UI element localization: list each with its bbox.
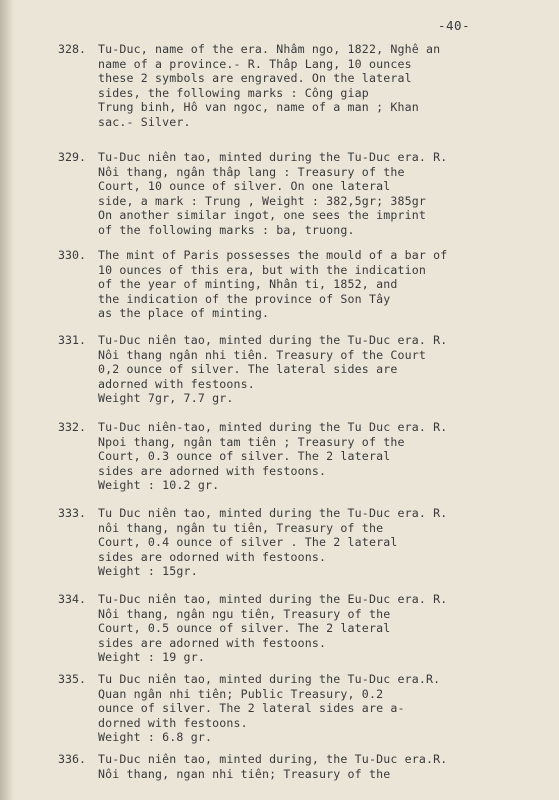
entry-line: sides are odorned with festoons. [98, 549, 327, 564]
entry-line: the indication of the province of Son Tây [98, 291, 391, 306]
entry-line: name of a province.- R. Thâp Lang, 10 ounces [98, 56, 412, 71]
entry-line: Tu-Duc niên tao, minted during, the Tu-Duc era.R. [98, 752, 448, 766]
entry-line: nôi thang, ngân tu tiên, Treasury of the [98, 520, 384, 535]
entry-number: 333. [58, 506, 86, 520]
entry-line: Trung binh, Hô van ngoc, name of a man ; Khan [98, 100, 419, 115]
entry-line: Court, 0.4 ounce of silver . The 2 lateral [98, 535, 398, 550]
entry-number: 329. [58, 150, 86, 164]
entry-line: adorned with festoons. [98, 376, 255, 391]
entry-line: Tu-Duc niên tao, minted during the Tu-Duc era. R. [98, 333, 448, 347]
entry-line: Tu Duc niên tao, minted during the Tu-Duc era. R. [98, 506, 448, 520]
entry-number: 334. [58, 592, 86, 606]
entry-line: ounce of silver. The 2 lateral sides are a- [98, 701, 405, 716]
entry-line: sides are adorned with festoons. [98, 463, 327, 478]
entry-line: Tu-Duc niên tao, minted during the Tu-Duc era. R. [98, 150, 448, 164]
entry-line: On another similar ingot, one sees the imprint [98, 208, 426, 223]
entry-line: Weight : 15gr. [98, 564, 198, 579]
entry-line: Nôi thang, ngân ngu tiên, Treasury of the [98, 606, 391, 621]
entry-line: Tu-Duc niên-tao, minted during the Tu Duc era. R. [98, 420, 448, 434]
entry-number: 335. [58, 672, 86, 686]
entry-line: sac.- Silver. [98, 114, 191, 129]
entry-line: of the year of minting, Nhân ti, 1852, and [98, 277, 398, 292]
entry-line: as the place of minting. [98, 306, 270, 321]
entry-line: 0,2 ounce of silver. The lateral sides are [98, 362, 398, 377]
entry-line: Npoi thang, ngân tam tiên ; Treasury of the [98, 434, 405, 449]
entry-line: 10 ounces of this era, but with the indication [98, 262, 426, 277]
entry-line: of the following marks : ba, truong. [98, 222, 355, 237]
entry-line: Tu Duc niên tao, minted during the Tu-Duc era.R. [98, 672, 441, 686]
entry-line: Weight : 6.8 gr. [98, 730, 213, 745]
entry-line: side, a mark : Trung , Weight : 382,5gr; 385gr [98, 193, 426, 208]
entry-line: sides, the following marks : Công giap [98, 85, 369, 100]
entry-number: 332. [58, 420, 86, 434]
entry-number: 331. [58, 333, 86, 347]
entry-number: 336. [58, 752, 86, 766]
entry-line: dorned with festoons. [98, 715, 248, 730]
page-binding-edge [0, 0, 14, 800]
entry-line: sides are adorned with festoons. [98, 635, 327, 650]
entry-number: 330. [58, 248, 86, 262]
entry-line: Court, 10 ounce of silver. On one lateral [98, 179, 391, 194]
entry-line: Nôi thang, ngân thâp lang : Treasury of the [98, 164, 405, 179]
entry-line: Weight 7gr, 7.7 gr. [98, 391, 234, 406]
entry-line: Tu-Duc, name of the era. Nhâm ngo, 1822, Nghê an [98, 42, 441, 56]
entry-line: Court, 0.5 ounce of silver. The 2 lateral [98, 621, 391, 636]
entry-line: Court, 0.3 ounce of silver. The 2 lateral [98, 449, 391, 464]
entry-line: Nôi thang, ngan nhi tiên; Treasury of the [98, 766, 391, 781]
page-number: -40- [438, 18, 471, 33]
entry-line: The mint of Paris possesses the mould of a bar of [98, 248, 448, 262]
entry-line: these 2 symbols are engraved. On the lateral [98, 71, 412, 86]
entry-line: Tu-Duc niên tao, minted during the Eu-Duc era. R. [98, 592, 448, 606]
entry-line: Quan ngân nhi tiên; Public Treasury, 0.2 [98, 686, 384, 701]
entry-line: Weight : 19 gr. [98, 650, 205, 665]
entry-line: Weight : 10.2 gr. [98, 478, 220, 493]
entry-number: 328. [58, 42, 86, 56]
entry-line: Nôi thang ngân nhi tiên. Treasury of the Court [98, 347, 426, 362]
